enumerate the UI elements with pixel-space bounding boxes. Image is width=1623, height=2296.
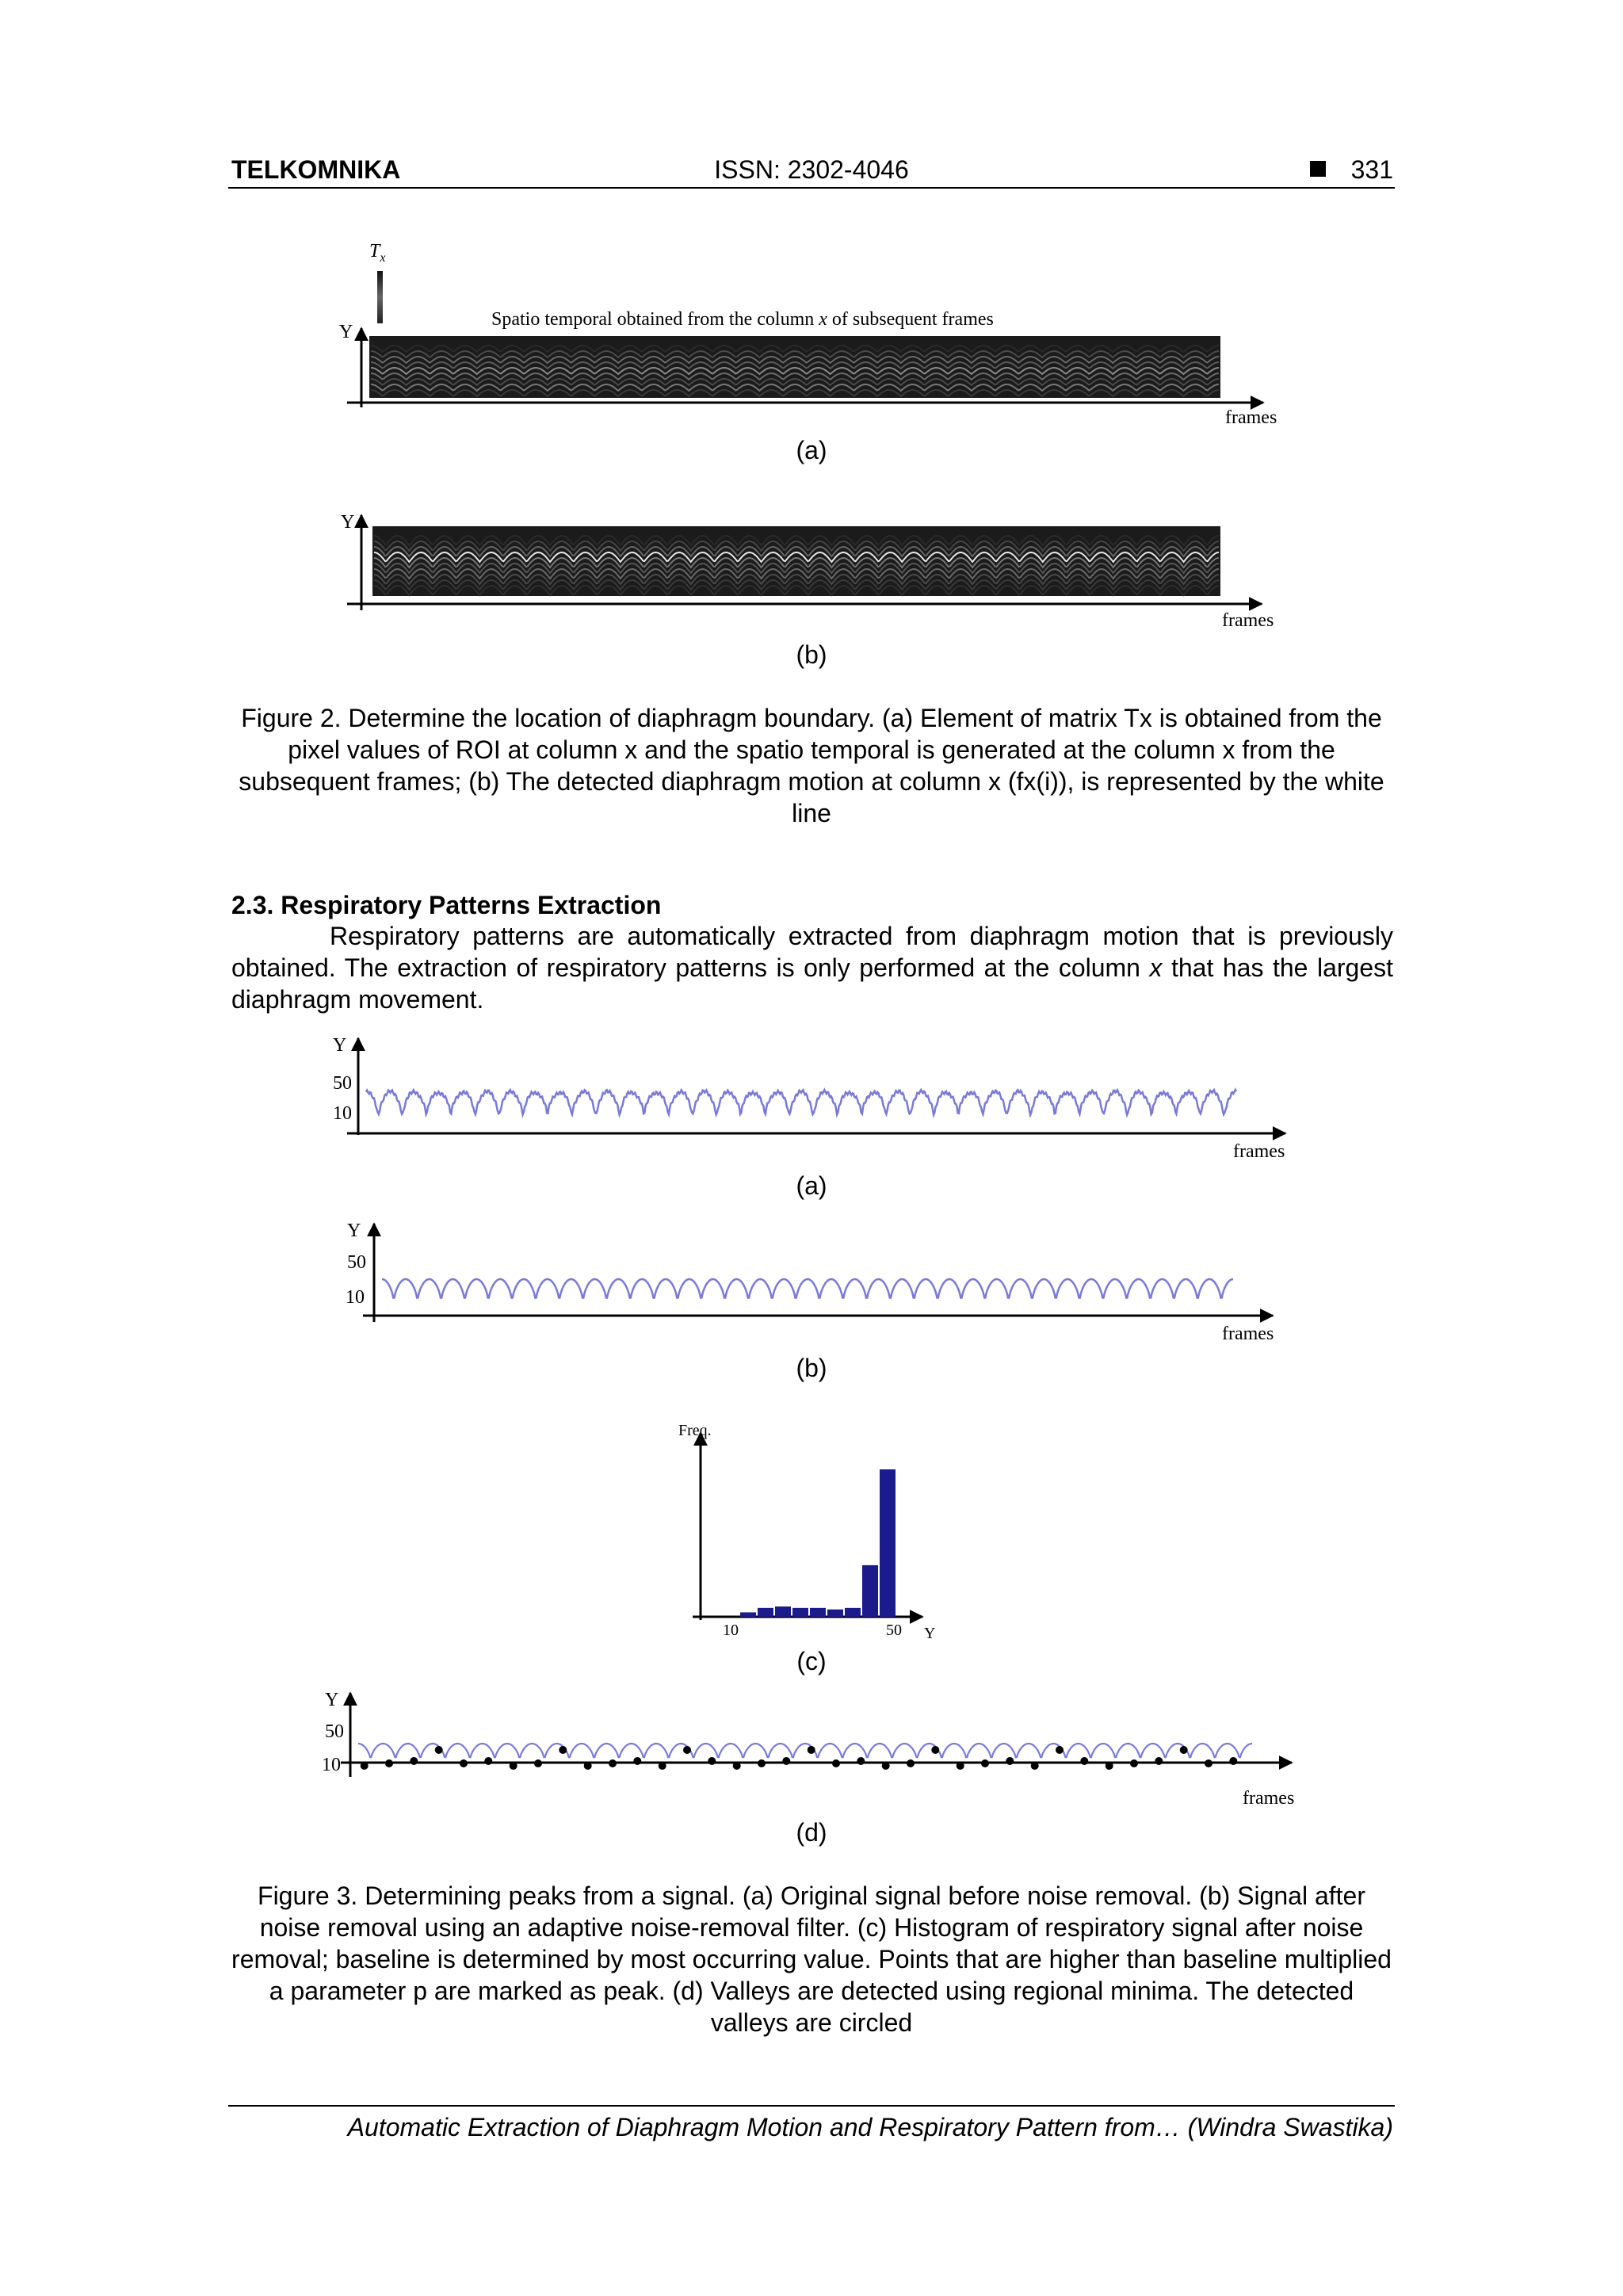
fig2a-y-label: Y [339,322,353,342]
valley-marker [1006,1757,1014,1765]
valley-marker [758,1759,766,1767]
fig3d-tick-10: 10 [322,1755,341,1775]
footer-text: Automatic Extraction of Diaphragm Motion and Respiratory Pattern from… (Windra Swastika) [347,2113,1393,2141]
issn: ISSN: 2302-4046 [714,155,909,184]
fig2a-title: Spatio temporal obtained from the column x of subsequent frames [491,309,994,330]
valley-marker [609,1759,617,1767]
fig3a-sublabel: (a) [796,1171,827,1200]
tx-label: $T_x$ [369,241,386,265]
histogram-bar [827,1610,843,1617]
fig2a-x-label: frames [1225,407,1277,428]
valley-marker [1080,1757,1088,1765]
fig3c-histogram-bars [740,1469,896,1617]
histogram-bar [792,1608,808,1617]
valley-marker [559,1746,567,1754]
valley-marker [659,1762,666,1770]
fig3b-y-label: Y [347,1221,361,1241]
fig3b-x-label: frames [1222,1324,1274,1344]
fig3c-tick-10: 10 [723,1622,739,1639]
fig3b-signal-line [382,1279,1233,1298]
valley-marker [1205,1759,1212,1767]
valley-marker [1180,1746,1188,1754]
valley-marker [1229,1757,1237,1765]
fig2b-y-label: Y [341,512,355,533]
valley-marker [683,1746,691,1754]
valley-marker [435,1746,443,1754]
figure3-caption: Figure 3. Determining peaks from a signal. (a) Original signal before noise removal. (b) Signal after noise removal using an adaptive noise-removal filter. (c) Histogram of respiratory signal after noise removal; baseline is determined by most occurring value. Points that are higher than baseline multiplied a parameter p are marked as peak. (d) Valleys are detected using regional minima. The detected valleys are circled [231,1881,1392,2037]
valley-marker [1106,1762,1113,1770]
figure2-caption: Figure 2. Determine the location of diaphragm boundary. (a) Element of matrix Tx is obtained from the pixel values of ROI at column x and the spatio temporal is generated at the column x from the subsequent frames; (b) The detected diaphragm motion at column x (fx(i)), is represented by the white line [239,704,1384,827]
fig2b-sublabel: (b) [796,640,827,669]
valley-marker [882,1762,890,1770]
journal-name: TELKOMNIKA [231,155,401,184]
valley-marker [385,1759,393,1767]
histogram-bar [758,1608,773,1617]
fig3d-signal-line [358,1744,1252,1757]
valley-marker [1031,1762,1039,1770]
fig3d-x-label: frames [1243,1788,1295,1809]
fig3b-tick-50: 50 [347,1252,366,1273]
fig3c-x-label: Y [924,1625,936,1642]
fig3c-tick-50: 50 [886,1622,902,1639]
valley-marker [1130,1759,1138,1767]
fig2a-sublabel: (a) [796,436,827,464]
histogram-bar [740,1612,756,1617]
fig2b-x-label: frames [1222,610,1274,631]
fig3c-freq-label: Freq. [678,1422,712,1439]
valley-marker [808,1746,815,1754]
histogram-bar [862,1565,878,1617]
valley-marker [931,1746,939,1754]
histogram-bar [810,1608,826,1617]
valley-marker [957,1762,964,1770]
fig3d-tick-50: 50 [325,1721,344,1742]
fig3a-y-label: Y [333,1035,347,1056]
fig3b-tick-10: 10 [346,1287,365,1308]
valley-marker [1155,1757,1163,1765]
valley-marker [708,1757,716,1765]
valley-marker [584,1762,592,1770]
valley-marker [981,1759,989,1767]
valley-marker [534,1759,542,1767]
fig3a-tick-50: 50 [333,1073,352,1094]
valley-marker [1056,1746,1064,1754]
fig3a-signal-line [366,1090,1236,1115]
valley-marker [782,1757,790,1765]
fig3c-sublabel: (c) [796,1647,827,1675]
valley-marker [410,1757,418,1765]
valley-marker [484,1757,492,1765]
valley-marker [361,1762,369,1770]
valley-marker [832,1759,840,1767]
valley-marker [510,1762,517,1770]
section-paragraph: Respiratory patterns are automatically extracted from diaphragm motion that is previously obtained. The extraction of respiratory patterns is only performed at the column x that has the largest diaphragm movement. [231,922,1394,1014]
tx-column-image [377,271,383,323]
histogram-bar [880,1469,896,1617]
histogram-bar [775,1606,791,1617]
fig3b-sublabel: (b) [796,1354,827,1382]
valley-marker [460,1759,468,1767]
section-heading: 2.3. Respiratory Patterns Extraction [231,891,662,919]
histogram-bar [845,1608,861,1617]
fig3d-sublabel: (d) [796,1818,827,1847]
valley-marker [633,1757,641,1765]
valley-marker [733,1762,741,1770]
fig3a-tick-10: 10 [333,1103,352,1124]
page-number: 331 [1350,155,1393,184]
fig3d-y-label: Y [325,1690,339,1710]
fig3a-x-label: frames [1233,1141,1285,1162]
valley-marker [907,1759,915,1767]
valley-marker [857,1757,865,1765]
